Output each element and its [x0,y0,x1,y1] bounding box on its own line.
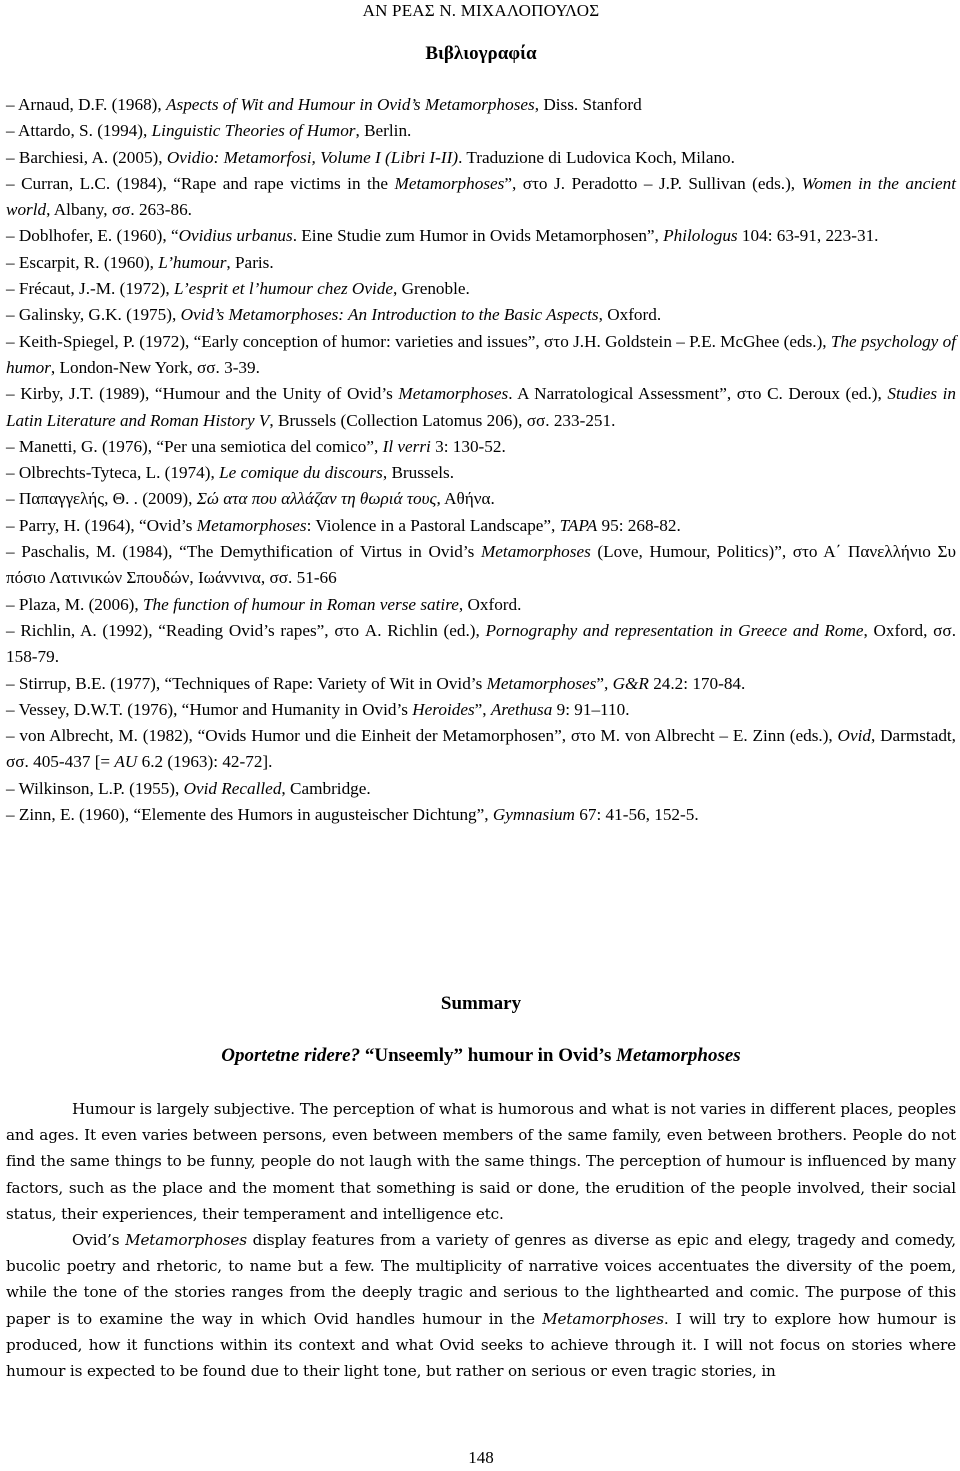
entry-b: , Diss. Stanford [534,95,642,114]
bibliography-title: Βιβλιογραφία [425,43,537,64]
entry-dash: – [6,805,19,825]
entry-i: Linguistic Theories of Humor [151,121,356,141]
paper-title-rest: “Unseemly” humour in Ovid’s [360,1045,617,1066]
entry-dash: – [6,436,19,456]
entry-b: , London-New York, σσ. 3-39. [50,357,260,377]
entry-i: Metamorphoses [486,673,597,693]
entry-b: (Love, Humour, Politics)”, στο Α΄ Πανελλήνιο Συ πόσιο Λατινικών Σπουδών, Ιωάννινα, σσ. 51-66 [6,542,956,588]
bibliography-entry [6,329,956,382]
entry-a: Manetti, G. (1976), “Per una semiotica del comico”, [18,436,383,456]
entry-i: Metamorphoses [480,542,591,562]
entry-b: , Paris. [226,252,274,272]
entry-b: , Grenoble. [392,279,470,299]
bibliography-entry [6,460,956,486]
entry-i: Ovid Recalled [183,778,282,798]
bibliography-entry [6,276,956,302]
entry-c: , Albany, σσ. 263-86. [46,200,192,220]
entry-i2: TAPA [559,515,598,535]
bibliography-entry [6,671,956,697]
entry-dash: – [6,463,19,483]
entry-b: , Oxford, σσ. 158-79. [6,620,956,667]
entry-a: Parry, H. (1964), “Ovid’s [18,515,197,535]
paper-title [6,1044,956,1068]
p2-italic-2: Metamorphoses [542,1309,664,1328]
entry-dash: – [6,594,19,614]
entry-b: , Darmstadt, σσ. 405-437 [= [6,726,956,772]
entry-dash: – [6,699,19,719]
entry-i2: Arethusa [490,699,553,719]
bibliography-entry [6,145,956,171]
entry-b: ”, [596,673,613,693]
entry-dash: – [6,384,21,404]
bibliography-entry [6,513,956,539]
bibliography-entry [6,697,956,723]
entry-i: The function of humour in Roman verse satire [143,594,459,614]
p2-text-c: . I will try to explore how humour is produced, how it functions within its context and what Ovid seeks to achieve through it. I will not focus on stories where humour is expected to be found due to their light tone, but rather on serious or even tragic stories, in [6,1309,956,1381]
entry-dash: – [6,489,19,509]
entry-i: Heroides [412,699,475,719]
bibliography-entry [6,723,956,776]
p2-text-a: Ovid’s [72,1231,126,1250]
paper-title-italic-2: Metamorphoses [616,1045,741,1066]
entry-i: Metamorphoses [394,173,505,193]
entry-dash: – [6,673,19,693]
bibliography-entry [6,223,956,249]
bibliography-entry [6,776,956,802]
entry-dash: – [6,95,18,114]
entry-i: Il verri [382,436,431,456]
entry-a: Richlin, A. (1992), “Reading Ovid’s rapes”, στο A. Richlin (ed.), [20,620,486,640]
entry-a: Escarpit, R. (1960), [18,252,159,272]
entry-a: Zinn, E. (1960), “Elemente des Humors in augusteischer Dichtung”, [18,805,493,825]
entry-dash: – [6,620,21,640]
entry-a: Olbrechts-Tyteca, L. (1974), [18,463,220,483]
entry-dash: – [6,515,19,535]
entry-c: 6.2 (1963): 42-72]. [137,752,273,772]
entry-b: , Αθήνα. [436,489,495,509]
running-head: ΑΝ ΡΕΑΣ Ν. ΜΙΧΑΛΟΠΟΥΛΟΣ [362,1,600,20]
bibliography-entry [6,539,956,592]
entry-a: Doblhofer, E. (1960), “ [18,226,179,246]
summary-paragraph: Humour is largely subjective. The perception of what is humorous and what is not varies in different places, peoples and ages. It even varies between persons, even between members of the same family, even between brothers. People do not find the same things to be funny, people do not laugh with the same things. The perception of humour is influenced by many factors, such as the place and the moment that something is said or done, the erudition of the people involved, their social status, their experiences, their temperament and intelligence etc. [6,1100,956,1223]
bibliography-entry [6,802,956,828]
summary-heading: Summary [440,993,522,1014]
entry-c: , Brussels (Collection Latomus 206), σσ. 233-251. [269,410,616,430]
entry-b: , Oxford. [598,305,662,325]
entry-b: , Berlin. [355,121,412,141]
entry-a: Attardo, S. (1994), [17,121,152,141]
bibliography-entry [6,381,956,434]
entry-a: Stirrup, B.E. (1977), “Techniques of Rape: Variety of Wit in Ovid’s [18,673,487,693]
entry-b: . A Narratological Assessment”, στο C. Deroux (ed.), [508,384,888,404]
bibliography-entry [6,92,956,118]
p2-text-b: display features from a variety of genres as diverse as epic and elegy, tragedy and comedy, bucolic poetry and rhetoric, to name but a few. The multiplicity of narrative voices accentuates the diversity of the poem, while the tone of the stories ranges from the deeply tragic and serious to the lighthearted and comic. The purpose of this paper is to examine the way in which Ovid handles humour in the [6,1231,956,1328]
entry-dash: – [6,147,19,167]
entry-a: Plaza, M. (2006), [18,594,143,614]
entry-dash: – [6,121,18,141]
entry-i: Gymnasium [492,805,575,825]
entry-i2: AU [114,752,138,772]
entry-b: . Eine Studie zum Humor in Ovids Metamorphosen”, [292,226,664,246]
entry-a: von Albrecht, M. (1982), “Ovids Humor und die Einheit der Metamorphosen”, στο M. von Albrecht – E. Zinn (eds.), [19,726,838,746]
entry-dash: – [6,542,22,562]
summary-paragraph [6,1227,956,1384]
entry-dash: – [6,778,19,798]
entry-i2: Studies in Latin Literature and Roman History V [6,384,957,430]
bibliography-entry [6,302,956,328]
entry-i: L’esprit et l’humour chez Ovide [174,279,393,299]
entry-dash: – [6,173,22,193]
entry-a: Kirby, J.T. (1989), “Humour and the Unity of Ovid’s [20,384,399,404]
entry-i: Ovid [837,726,871,746]
p2-italic: Metamorphoses [125,1231,247,1250]
summary-body [6,1096,956,1384]
entry-c: 24.2: 170-84. [648,673,746,693]
entry-i: Ovid’s Metamorphoses: An Introduction to the Basic Aspects [180,305,599,325]
entry-c: 104: 63-91, 223-31. [737,226,879,246]
entry-i: Ovidio: Metamorfosi, Volume I (Libri I-II) [166,147,459,167]
entry-a: Paschalis, M. (1984), “The Demythification of Virtus in Ovid’s [21,542,481,562]
entry-i: L’humour [158,252,227,272]
entry-b: ”, [474,699,491,719]
entry-b: , Cambridge. [281,778,371,798]
entry-dash: – [6,226,19,246]
entry-i2: Philologus [663,226,738,246]
entry-i2: G&R [612,673,649,693]
bibliography-entry [6,486,956,512]
entry-i: Le comique du discours [219,463,383,483]
entry-b: ”, στο J. Peradotto – J.P. Sullivan (eds.), [504,173,802,193]
entry-dash: – [6,331,19,351]
entry-a: Galinsky, G.K. (1975), [18,305,181,325]
bibliography-entry [6,592,956,618]
entry-i: Metamorphoses [398,384,509,404]
entry-c: 95: 268-82. [597,515,681,535]
entry-i: Aspects of Wit and Humour in Ovid’s Metamorphoses [166,95,535,114]
bibliography-entry [6,250,956,276]
entry-i: The psychology of humor [6,331,956,377]
bibliography-entry [6,434,956,460]
entry-a: Wilkinson, L.P. (1955), [18,778,184,798]
entry-b: . Traduzione di Ludovica Koch, Milano. [458,147,735,167]
entry-b: 67: 41-56, 152-5. [574,805,699,825]
entry-a: Curran, L.C. (1984), “Rape and rape victims in the [21,173,395,193]
entry-a: Vessey, D.W.T. (1976), “Humor and Humanity in Ovid’s [18,699,413,719]
entry-dash: – [6,726,20,746]
entry-b: 3: 130-52. [430,436,506,456]
bibliography-entry [6,171,956,224]
bibliography-entry [6,118,956,144]
entry-i2: Women in the ancient world [6,173,957,220]
entry-a: Arnaud, D.F. (1968), [17,95,166,114]
entry-dash: – [6,305,19,325]
entry-i: Ovidius urbanus [178,226,293,246]
entry-a: Keith-Spiegel, P. (1972), “Early conception of humor: varieties and issues”, στο J.H. Goldstein – P.E. McGhee (eds.), [18,331,831,351]
entry-a: Barchiesi, A. (2005), [18,147,167,167]
entry-a: Παπαγγελής, Θ. . (2009), [18,489,197,509]
entry-a: Frécaut, J.-M. (1972), [18,279,175,299]
bibliography-entry [6,618,956,671]
page-number: 148 [468,1448,494,1467]
bibliography-list [6,92,956,828]
entry-i: Σώ ατα που αλλάζαν τη θωριά τους [196,489,437,509]
entry-c: 9: 91–110. [552,699,630,719]
entry-i: Pornography and representation in Greece and Rome [485,620,864,640]
paper-title-italic: Oportetne ridere? [221,1045,361,1066]
entry-i: Metamorphoses [196,515,307,535]
entry-b: , Oxford. [458,594,522,614]
entry-b: : Violence in a Pastoral Landscape”, [306,515,560,535]
entry-dash: – [6,279,19,299]
entry-dash: – [6,252,19,272]
entry-b: , Brussels. [382,463,454,483]
